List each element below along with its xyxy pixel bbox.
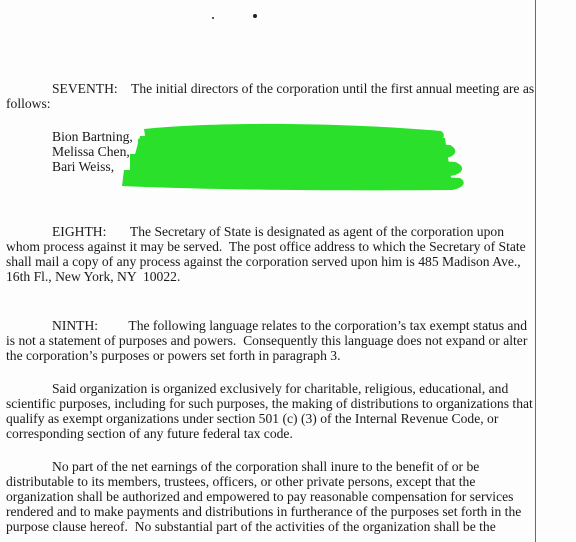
eighth-line-1: EIGHTH: The Secretary of State is designated as agent of the corporation upon bbox=[52, 224, 504, 239]
seventh-line-1: SEVENTH: The initial directors of the corporation until the first annual meeting are as bbox=[52, 81, 535, 96]
organization-line-3: qualify as exempt organizations under section 501 (c) (3) of the Internal Revenue Code, or bbox=[6, 411, 499, 426]
eighth-line-3: shall mail a copy of any process against the corporation served upon him is 485 Madison Ave., bbox=[6, 254, 521, 269]
speck-mark bbox=[253, 14, 257, 18]
director-name: Bion Bartning, bbox=[52, 129, 133, 144]
seventh-line-2: follows: bbox=[6, 96, 51, 111]
redaction-marker bbox=[100, 118, 480, 198]
earnings-line-2: distributable to its members, trustees, officers, or other private persons, except that the bbox=[6, 474, 476, 489]
speck-mark bbox=[212, 17, 214, 19]
organization-line-4: corresponding section of any future federal tax code. bbox=[6, 426, 293, 441]
page-fold-line bbox=[535, 0, 536, 542]
ninth-line-1: NINTH: The following language relates to the corporation’s tax exempt status and bbox=[52, 318, 528, 333]
earnings-line-3: organization shall be authorized and empowered to pay reasonable compensation for services bbox=[6, 489, 514, 504]
eighth-line-2: whom process against it may be served. The post office address to which the Secretary of State bbox=[6, 239, 526, 254]
earnings-line-1: No part of the net earnings of the corporation shall inure to the benefit of or be bbox=[52, 459, 480, 474]
earnings-line-5: purpose clause hereof. No substantial part of the activities of the organization shall be the bbox=[6, 519, 496, 534]
organization-line-2: scientific purposes, including for such purposes, the making of distributions to organizations that bbox=[6, 396, 533, 411]
earnings-line-4: rendered and to make payments and distributions in furtherance of the purposes set forth in the bbox=[6, 504, 522, 519]
eighth-line-4: 16th Fl., New York, NY 10022. bbox=[6, 269, 181, 284]
director-name: Melissa Chen, bbox=[52, 144, 130, 159]
ninth-line-2: is not a statement of purposes and powers. Consequently this language does not expand or alter bbox=[6, 333, 528, 348]
organization-line-1: Said organization is organized exclusively for charitable, religious, educational, and bbox=[52, 381, 509, 396]
ninth-line-3: the corporation’s purposes or powers set forth in paragraph 3. bbox=[6, 348, 341, 363]
director-name: Bari Weiss, bbox=[52, 159, 115, 174]
